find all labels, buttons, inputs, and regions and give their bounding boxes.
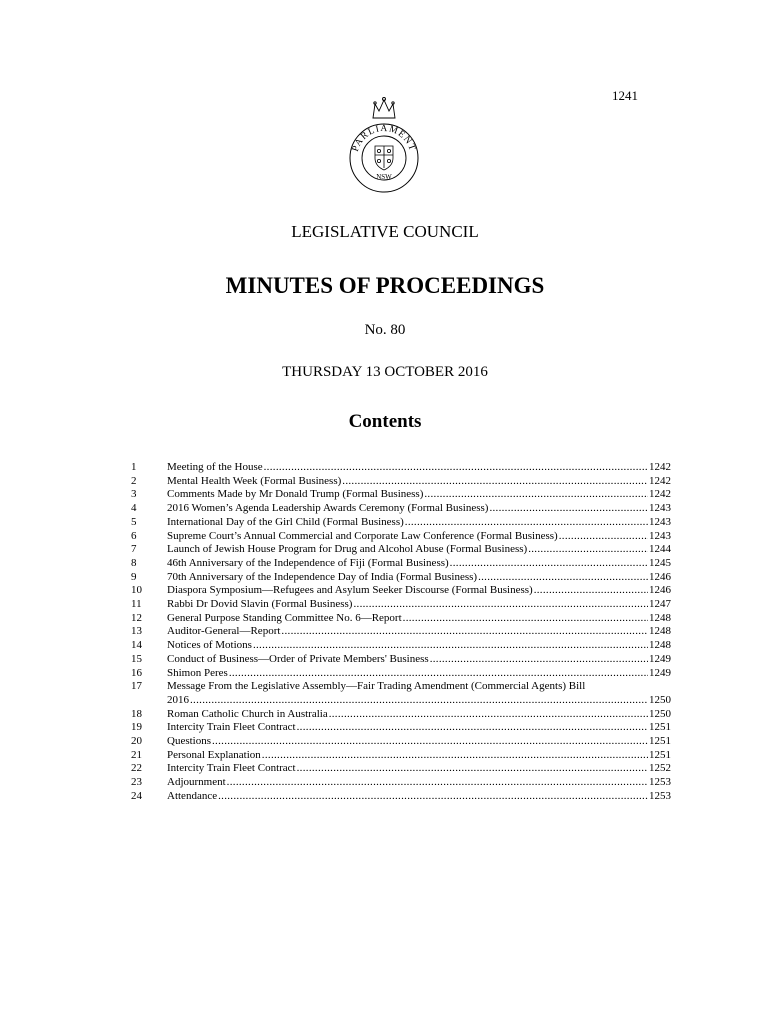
toc-title: International Day of the Girl Child (Formal Business) [167, 515, 404, 528]
toc-entry[interactable] [131, 653, 671, 667]
toc-page: 1250 [649, 693, 671, 706]
toc-title: Questions [167, 735, 211, 748]
crown-icon [373, 98, 395, 119]
toc-page: 1246 [649, 570, 671, 583]
toc-title: 46th Anniversary of the Independence of Fiji (Formal Business) [167, 556, 449, 569]
toc-page: 1253 [649, 789, 671, 802]
toc-page: 1242 [649, 488, 671, 501]
toc-number: 9 [131, 570, 137, 583]
toc-number: 19 [131, 721, 142, 734]
toc-page: 1243 [649, 529, 671, 542]
toc-page: 1245 [649, 556, 671, 569]
chamber-heading: LEGISLATIVE COUNCIL [291, 222, 479, 241]
toc-page: 1248 [649, 611, 671, 624]
sitting-date: THURSDAY 13 OCTOBER 2016 [282, 364, 488, 380]
toc-entry[interactable] [131, 488, 671, 502]
toc-title: Adjournment [167, 776, 226, 789]
toc-page: 1242 [649, 461, 671, 473]
toc-title: Message From the Legislative Assembly—Fair Trading Amendment (Commercial Agents) Bill [167, 680, 586, 693]
shield-icon [375, 146, 393, 170]
toc-page: 1251 [649, 748, 671, 761]
toc-page: 1243 [649, 515, 671, 528]
dot-leader [342, 475, 648, 489]
toc-entry[interactable] [131, 530, 671, 544]
toc-entry[interactable] [131, 639, 671, 653]
dot-leader [264, 461, 648, 475]
toc-number: 10 [131, 584, 142, 597]
toc-page: 1252 [649, 762, 671, 775]
toc-number: 20 [131, 735, 142, 748]
toc-number: 5 [131, 515, 137, 528]
table-of-contents [131, 461, 671, 804]
toc-title: Conduct of Business—Order of Private Members' Business [167, 652, 429, 665]
page-number: 1241 [612, 88, 638, 103]
toc-page: 1249 [649, 666, 671, 679]
crest-ring-text: PARLIAMENT [350, 123, 418, 153]
toc-entry[interactable] [131, 612, 671, 626]
toc-number: 15 [131, 652, 142, 665]
toc-number: 23 [131, 776, 142, 789]
toc-number: 11 [131, 598, 142, 611]
toc-entry[interactable] [131, 790, 671, 804]
toc-title: 70th Anniversary of the Independence Day of India (Formal Business) [167, 570, 478, 583]
toc-title: Launch of Jewish House Program for Drug and Alcohol Abuse (Formal Business) [167, 543, 528, 556]
toc-page: 1243 [649, 502, 671, 515]
toc-number: 7 [131, 543, 137, 556]
toc-entry[interactable] [131, 584, 671, 598]
toc-number: 3 [131, 488, 137, 501]
toc-title: Intercity Train Fleet Contract [167, 721, 296, 734]
toc-title: Comments Made by Mr Donald Trump (Formal Business) [167, 488, 424, 501]
dot-leader [353, 598, 648, 612]
dot-leader [297, 762, 648, 776]
toc-entry[interactable] [131, 708, 671, 722]
toc-entry[interactable] [131, 502, 671, 516]
toc-page: 1242 [649, 474, 671, 487]
toc-number: 18 [131, 707, 142, 720]
toc-page: 1251 [649, 721, 671, 734]
toc-number: 8 [131, 556, 137, 569]
toc-entry[interactable] [131, 598, 671, 612]
toc-title: Attendance [167, 789, 218, 802]
toc-page: 1248 [649, 625, 671, 638]
toc-page: 1246 [649, 584, 671, 597]
dot-leader [212, 735, 648, 749]
dot-leader [489, 502, 648, 516]
toc-title-continued: 2016 [167, 693, 189, 706]
parliament-nsw-crest-icon [344, 96, 424, 196]
toc-entry[interactable] [131, 557, 671, 571]
toc-page: 1249 [649, 652, 671, 665]
toc-entry[interactable] [131, 475, 671, 489]
toc-number: 16 [131, 666, 142, 679]
toc-entry[interactable] [131, 735, 671, 749]
toc-title: Mental Health Week (Formal Business) [167, 474, 342, 487]
toc-entry[interactable] [131, 571, 671, 585]
toc-number: 22 [131, 762, 142, 775]
dot-leader [528, 543, 648, 557]
toc-page: 1247 [649, 598, 671, 611]
dot-leader [450, 557, 648, 571]
toc-entry[interactable] [131, 667, 671, 681]
issue-number: No. 80 [364, 322, 406, 338]
dot-leader [218, 790, 648, 804]
toc-entry[interactable] [131, 543, 671, 557]
toc-number: 21 [131, 748, 142, 761]
toc-entry[interactable] [131, 461, 671, 475]
dot-leader [227, 776, 648, 790]
toc-number: 6 [131, 529, 137, 542]
toc-entry[interactable] [131, 776, 671, 790]
toc-entry[interactable] [131, 749, 671, 763]
toc-entry[interactable] [131, 516, 671, 530]
toc-page: 1251 [649, 735, 671, 748]
crest-inner-text: NSW [376, 173, 392, 181]
toc-title: Supreme Court’s Annual Commercial and Corporate Law Conference (Formal Business) [167, 529, 558, 542]
toc-entry[interactable] [131, 721, 671, 735]
toc-number: 1 [131, 461, 137, 473]
contents-heading: Contents [348, 411, 422, 432]
toc-title: Intercity Train Fleet Contract [167, 762, 296, 775]
toc-page: 1253 [649, 776, 671, 789]
dot-leader [424, 488, 648, 502]
toc-title: Diaspora Symposium—Refugees and Asylum Seeker Discourse (Formal Business) [167, 584, 533, 597]
dot-leader [190, 694, 648, 708]
dot-leader [403, 612, 648, 626]
toc-title: Notices of Motions [167, 639, 252, 652]
document-title: MINUTES OF PROCEEDINGS [225, 273, 545, 298]
dot-leader [534, 584, 648, 598]
toc-page: 1250 [649, 707, 671, 720]
toc-title: 2016 Women’s Agenda Leadership Awards Ceremony (Formal Business) [167, 502, 489, 515]
toc-entry[interactable] [131, 625, 671, 639]
toc-title: General Purpose Standing Committee No. 6—Report [167, 611, 402, 624]
dot-leader [430, 653, 648, 667]
dot-leader [253, 639, 648, 653]
toc-title: Rabbi Dr Dovid Slavin (Formal Business) [167, 598, 353, 611]
toc-title: Meeting of the House [167, 461, 263, 473]
toc-title: Auditor-General—Report [167, 625, 281, 638]
toc-entry[interactable] [131, 762, 671, 776]
toc-title: Personal Explanation [167, 748, 261, 761]
dot-leader [262, 749, 648, 763]
dot-leader [405, 516, 648, 530]
toc-page: 1248 [649, 639, 671, 652]
toc-title: Roman Catholic Church in Australia [167, 707, 328, 720]
dot-leader [297, 721, 648, 735]
toc-number: 4 [131, 502, 137, 515]
toc-number: 14 [131, 639, 142, 652]
dot-leader [559, 530, 648, 544]
dot-leader [229, 667, 648, 681]
toc-number: 24 [131, 789, 142, 802]
toc-page: 1244 [649, 543, 671, 556]
toc-number: 17 [131, 680, 142, 693]
toc-entry[interactable] [131, 680, 671, 707]
toc-title: Shimon Peres [167, 666, 228, 679]
dot-leader [281, 625, 648, 639]
dot-leader [478, 571, 648, 585]
toc-number: 2 [131, 474, 137, 487]
toc-number: 13 [131, 625, 142, 638]
toc-number: 12 [131, 611, 142, 624]
dot-leader [329, 708, 648, 722]
